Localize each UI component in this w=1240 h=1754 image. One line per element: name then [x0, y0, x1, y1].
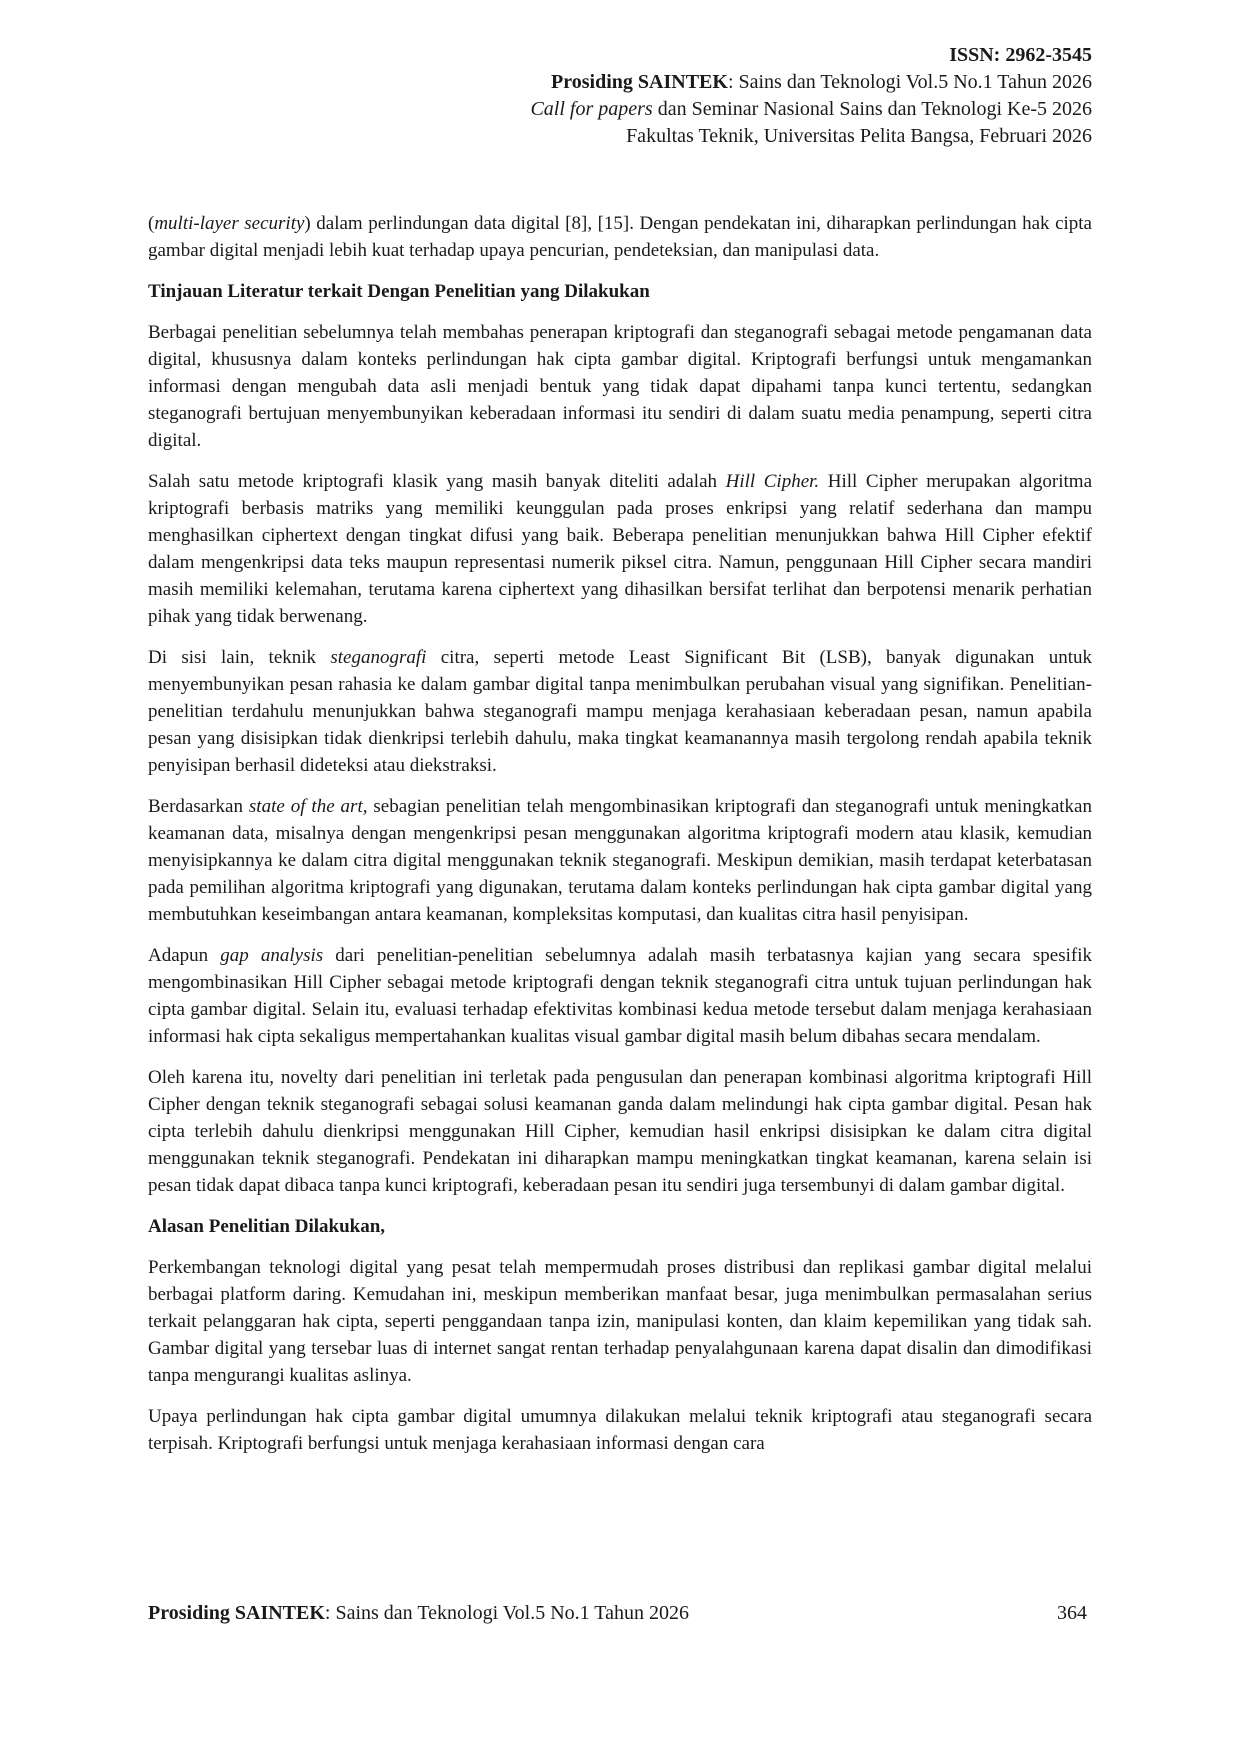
- text-run: citra, seperti metode Least Significant Bit (LSB), banyak digunakan untuk menyembunyikan pesan rahasia ke dalam gambar digital tanpa menimbulkan perubahan visual yang signifikan. Penelitian-penelitian terdahulu menunjukkan bahwa steganografi mampu menjaga kerahasiaan keberadaan pesan, namun apabila pesan yang disisipkan tidak dienkripsi terlebih dahulu, maka tingkat keamanannya masih tergolong rendah apabila teknik penyisipan berhasil dideteksi atau diekstraksi.: [148, 647, 1092, 776]
- footer-journal-name: Prosiding SAINTEK: [148, 1602, 325, 1624]
- text-run: Salah satu metode kriptografi klasik yang masih banyak diteliti adalah: [148, 471, 726, 492]
- term-hill-cipher: Hill Cipher.: [725, 471, 820, 492]
- paragraph-4: [148, 793, 1092, 928]
- paragraph-0: [148, 210, 1092, 264]
- paragraph-7: Perkembangan teknologi digital yang pesat telah mempermudah proses distribusi dan replikasi gambar digital melalui berbagai platform daring. Kemudahan ini, meskipun memberikan manfaat besar, juga menimbulkan permasalahan serius terkait pelanggaran hak cipta, seperti penggandaan tanpa izin, manipulasi konten, dan klaim kepemilikan yang tidak sah. Gambar digital yang tersebar luas di internet sangat rentan terhadap penyalahgunaan karena dapat disalin dan dimodifikasi tanpa mengurangi kualitas aslinya.: [148, 1257, 1092, 1386]
- paragraph-3: [148, 644, 1092, 779]
- paragraph-8: Upaya perlindungan hak cipta gambar digital umumnya dilakukan melalui teknik kriptografi atau steganografi secara terpisah. Kriptografi berfungsi untuk menjaga kerahasiaan informasi dengan cara: [148, 1406, 1092, 1454]
- running-header: [192, 42, 1092, 150]
- call-for-papers: Call for papers: [530, 98, 653, 120]
- page-number: 364: [1057, 1602, 1087, 1624]
- seminar-line: [192, 96, 1092, 123]
- journal-volume: : Sains dan Teknologi Vol.5 No.1 Tahun 2026: [727, 71, 1092, 93]
- text-run: Di sisi lain, teknik: [148, 647, 331, 668]
- section-heading-reasons: Alasan Penelitian Dilakukan,: [148, 1216, 386, 1237]
- text-run: Hill Cipher merupakan algoritma kriptografi berbasis matriks yang memiliki keunggulan pada proses enkripsi yang relatif sederhana dan mampu menghasilkan ciphertext dengan tingkat difusi yang baik. Beberapa penelitian menunjukkan bahwa Hill Cipher efektif dalam mengenkripsi data teks maupun representasi numerik piksel citra. Namun, penggunaan Hill Cipher secara mandiri masih memiliki kelemahan, terutama karena ciphertext yang dihasilkan bersifat terlihat dan berpotensi menarik perhatian pihak yang tidak berwenang.: [148, 471, 1093, 627]
- journal-title-line: [192, 69, 1092, 96]
- faculty-line: Fakultas Teknik, Universitas Pelita Bangsa, Februari 2026: [626, 125, 1092, 147]
- term-state-of-the-art: state of the art,: [248, 796, 368, 817]
- text-run: ) dalam perlindungan data digital [8], [15]. Dengan pendekatan ini, diharapkan perlindungan hak cipta gambar digital menjadi lebih kuat terhadap upaya pencurian, pendeteksian, dan manipulasi data.: [148, 213, 1092, 261]
- text-run: Berdasarkan: [148, 796, 249, 817]
- running-footer: [148, 1600, 1092, 1627]
- paragraph-1: Berbagai penelitian sebelumnya telah membahas penerapan kriptografi dan steganografi sebagai metode pengamanan data digital, khususnya dalam konteks perlindungan hak cipta gambar digital. Kriptografi berfungsi untuk mengamankan informasi dengan mengubah data asli menjadi bentuk yang tidak dapat dipahami tanpa kunci tertentu, sedangkan steganografi bertujuan menyembunyikan keberadaan informasi itu sendiri di dalam suatu media penampung, seperti citra digital.: [148, 322, 1092, 451]
- term-multi-layer-security: multi-layer security: [154, 213, 305, 234]
- journal-name: Prosiding SAINTEK: [551, 71, 728, 93]
- main-content: [148, 210, 1092, 1471]
- term-gap-analysis: gap analysis: [220, 945, 324, 966]
- footer-volume: : Sains dan Teknologi Vol.5 No.1 Tahun 2026: [324, 1602, 689, 1624]
- section-heading-literature: Tinjauan Literatur terkait Dengan Penelitian yang Dilakukan: [148, 281, 650, 302]
- paragraph-2: [148, 468, 1092, 630]
- paragraph-6: Oleh karena itu, novelty dari penelitian ini terletak pada pengusulan dan penerapan kombinasi algoritma kriptografi Hill Cipher dengan teknik steganografi sebagai solusi keamanan ganda dalam melindungi hak cipta gambar digital. Pesan hak cipta terlebih dahulu dienkripsi menggunakan Hill Cipher, kemudian hasil enkripsi disisipkan ke dalam citra digital menggunakan teknik steganografi. Pendekatan ini diharapkan mampu meningkatkan tingkat keamanan, karena selain isi pesan tidak dapat dibaca tanpa kunci kriptografi, keberadaan pesan itu sendiri juga tersembunyi di dalam gambar digital.: [148, 1067, 1092, 1196]
- issn-label: ISSN: 2962-3545: [949, 44, 1092, 66]
- text-run: (: [148, 213, 155, 234]
- text-run: dari penelitian-penelitian sebelumnya adalah masih terbatasnya kajian yang secara spesifik mengombinasikan Hill Cipher sebagai metode kriptografi dengan teknik steganografi citra untuk tujuan perlindungan hak cipta gambar digital. Selain itu, evaluasi terhadap efektivitas kombinasi kedua metode tersebut dalam menjaga kerahasiaan informasi hak cipta sekaligus mempertahankan kualitas visual gambar digital masih belum dibahas secara mendalam.: [148, 945, 1093, 1047]
- seminar-name: dan Seminar Nasional Sains dan Teknologi Ke-5 2026: [652, 98, 1092, 120]
- paragraph-5: [148, 942, 1092, 1050]
- term-steganografi: steganografi: [330, 647, 427, 668]
- text-run: sebagian penelitian telah mengombinasikan kriptografi dan steganografi untuk meningkatkan keamanan data, misalnya dengan mengenkripsi pesan menggunakan algoritma kriptografi modern atau klasik, kemudian menyisipkannya ke dalam citra digital menggunakan teknik steganografi. Meskipun demikian, masih terdapat keterbatasan pada pemilihan algoritma kriptografi yang digunakan, terutama dalam konteks perlindungan hak cipta gambar digital yang membutuhkan keseimbangan antara keamanan, kompleksitas komputasi, dan kualitas citra hasil penyisipan.: [148, 796, 1092, 925]
- text-run: Adapun: [148, 945, 221, 966]
